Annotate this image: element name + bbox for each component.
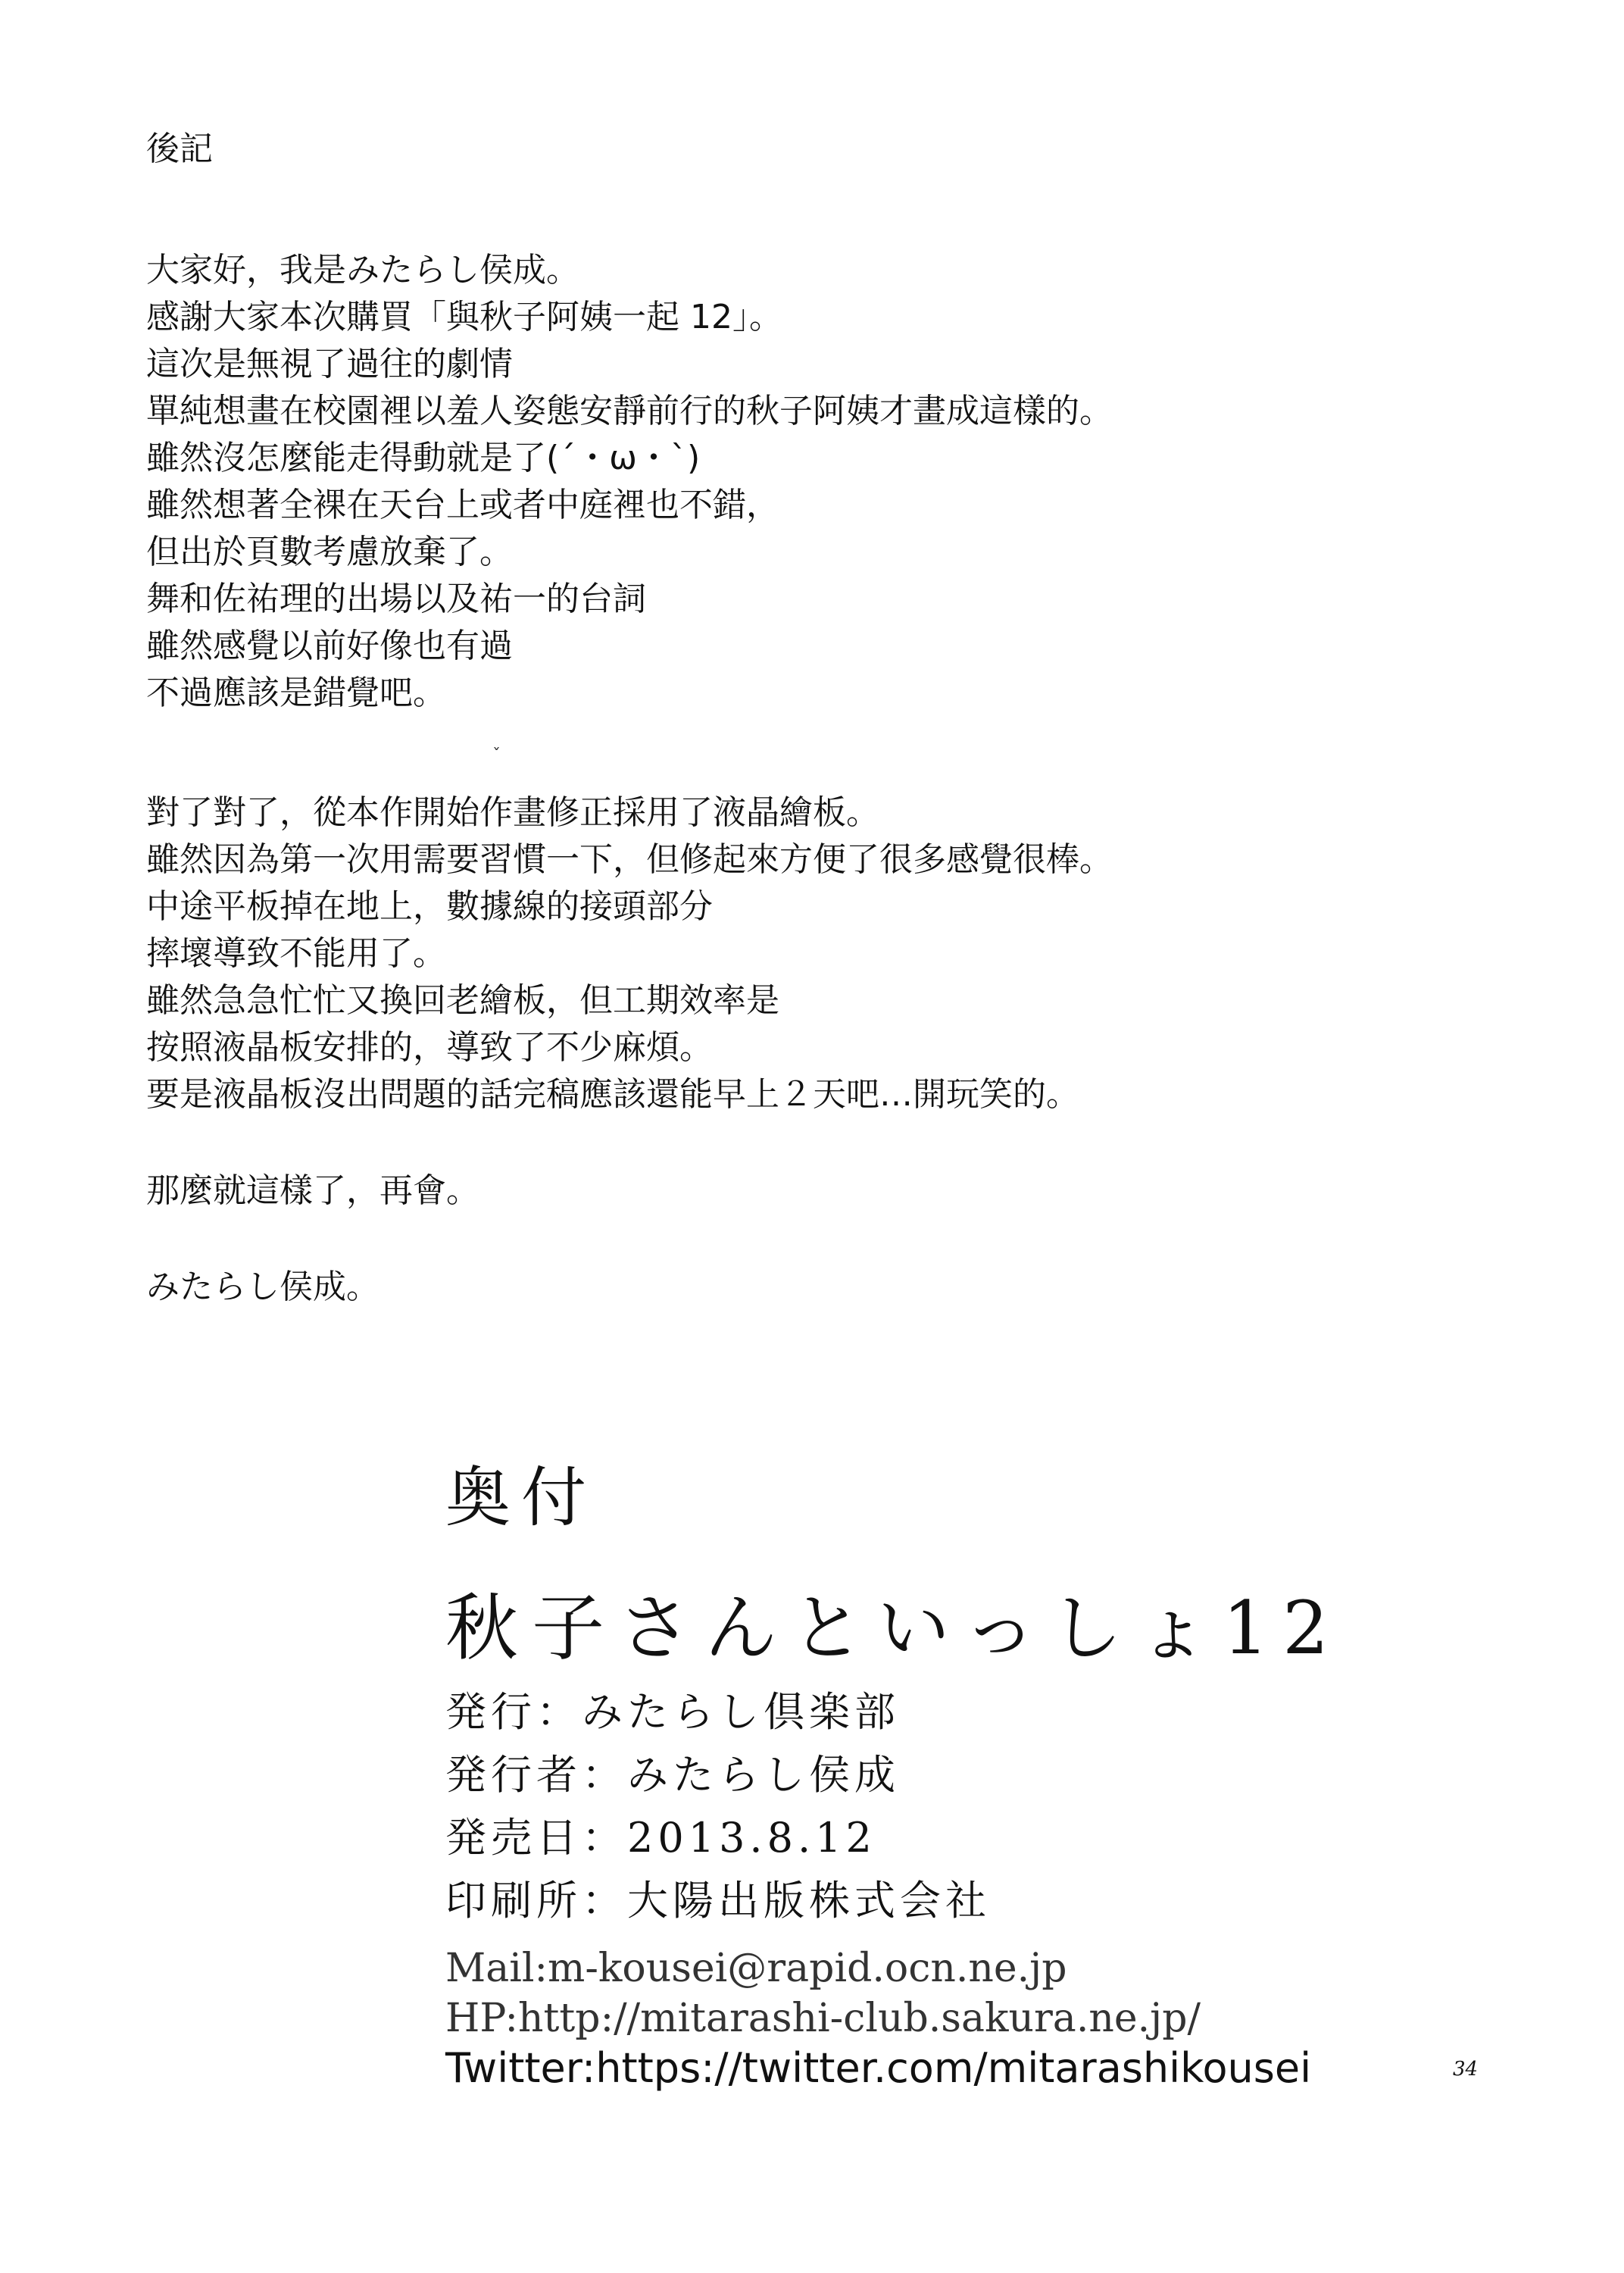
afterword-line: 摔壞導致不能用了。 bbox=[146, 934, 446, 973]
afterword-line: 雖然想著全裸在天台上或者中庭裡也不錯， bbox=[146, 486, 779, 524]
page-number: 34 bbox=[1453, 2058, 1479, 2081]
afterword-line: 單純想畫在校園裡以羞人姿態安靜前行的秋子阿姨才畫成這樣的。 bbox=[146, 392, 1113, 430]
afterword-signature bbox=[146, 1264, 1510, 1311]
publisher-row: 発行：みたらし倶楽部 bbox=[445, 1688, 900, 1736]
afterword-line: 但出於頁數考慮放棄了。 bbox=[146, 533, 513, 571]
afterword-line: 雖然急急忙忙又換回老繪板，但工期效率是 bbox=[146, 981, 779, 1020]
afterword-line: 雖然感覺以前好像也有過 bbox=[146, 627, 513, 665]
afterword-line: 中途平板掉在地上，數據線的接頭部分 bbox=[146, 887, 713, 926]
twitter-url: Twitter:https://twitter.com/mitarashikousei bbox=[445, 2044, 1312, 2092]
afterword-paragraph-greeting bbox=[146, 247, 1510, 717]
printer-row: 印刷所：大陽出版株式会社 bbox=[445, 1877, 991, 1924]
release-date-row: 発売日：2013.8.12 bbox=[445, 1814, 876, 1862]
afterword-line: 雖然因為第一次用需要習慣一下，但修起來方便了很多感覺很棒。 bbox=[146, 840, 1113, 879]
afterword bbox=[146, 126, 1510, 1360]
stray-mark: ˇ bbox=[492, 746, 501, 765]
afterword-line: 不過應該是錯覺吧。 bbox=[146, 674, 446, 712]
afterword-paragraph-tablet bbox=[146, 789, 1510, 1118]
contacts bbox=[445, 1943, 1521, 2093]
colophon-heading: 奥付 bbox=[445, 1460, 597, 1536]
afterword-line: みたらし侯成。 bbox=[146, 1268, 379, 1306]
afterword-line: 舞和佐祐理的出場以及祐一的台詞 bbox=[146, 580, 646, 618]
afterword-line: 雖然沒怎麼能走得動就是了(´・ω・`) bbox=[146, 439, 701, 477]
book-title: 秋子さんといっしょ12 bbox=[445, 1586, 1343, 1671]
afterword-line: 按照液晶板安排的，導致了不少麻煩。 bbox=[146, 1028, 713, 1067]
homepage-url: HP:http://mitarashi-club.sakura.ne.jp/ bbox=[445, 1996, 1201, 2041]
afterword-line: 對了對了，從本作開始作畫修正採用了液晶繪板。 bbox=[146, 793, 879, 832]
afterword-line: 感謝大家本次購買「與秋子阿姨一起 12」。 bbox=[146, 298, 782, 336]
mail-address: Mail:m-kousei@rapid.ocn.ne.jp bbox=[445, 1946, 1067, 1991]
issuer-row: 発行者：みたらし侯成 bbox=[445, 1751, 900, 1799]
afterword-paragraph-farewell bbox=[146, 1168, 1510, 1215]
colophon bbox=[445, 1456, 1506, 1932]
afterword-line: 大家好，我是みたらし侯成。 bbox=[146, 251, 579, 289]
afterword-line: 這次是無視了過往的劇情 bbox=[146, 345, 513, 383]
afterword-heading: 後記 bbox=[146, 130, 213, 168]
afterword-line: 那麼就這樣了，再會。 bbox=[146, 1171, 479, 1210]
afterword-line: 要是液晶板沒出問題的話完稿應該還能早上２天吧…開玩笑的。 bbox=[146, 1075, 1079, 1114]
